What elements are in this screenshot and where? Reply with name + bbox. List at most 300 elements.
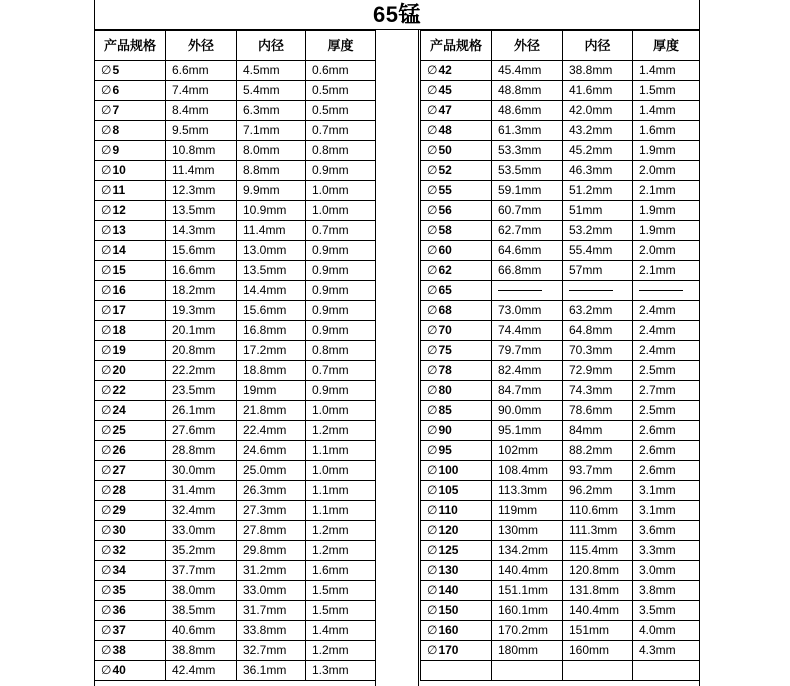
cell-outer-diameter: 42.4mm xyxy=(166,661,237,681)
table-row xyxy=(421,361,700,381)
spec-value: 75 xyxy=(438,343,452,357)
cell-inner-diameter: 33.0mm xyxy=(237,581,306,601)
cell-thickness: 1.9mm xyxy=(633,221,700,241)
cell-outer-diameter xyxy=(492,281,563,301)
cell-thickness: 1.2mm xyxy=(306,421,376,441)
spec-value: 18 xyxy=(112,323,126,337)
spec-value: 27 xyxy=(112,463,126,477)
table-row xyxy=(421,381,700,401)
table-row xyxy=(95,121,376,141)
table-row xyxy=(421,181,700,201)
cell-inner-diameter: 88.2mm xyxy=(563,441,633,461)
spec-value: 120 xyxy=(438,523,459,537)
cell-inner-diameter: 42.0mm xyxy=(563,101,633,121)
cell-spec xyxy=(421,361,492,381)
cell-outer-diameter: 62.7mm xyxy=(492,221,563,241)
cell-inner-diameter: 51mm xyxy=(563,201,633,221)
diameter-symbol: ∅ xyxy=(101,263,112,277)
cell-spec xyxy=(95,561,166,581)
cell-thickness: 2.4mm xyxy=(633,321,700,341)
spec-value: 25 xyxy=(112,423,126,437)
cell-thickness: 3.8mm xyxy=(633,581,700,601)
cell-outer-diameter: 38.5mm xyxy=(166,601,237,621)
spec-value: 32 xyxy=(112,543,126,557)
cell-spec xyxy=(95,361,166,381)
cell-inner-diameter: 26.3mm xyxy=(237,481,306,501)
table-row xyxy=(421,281,700,301)
cell-inner-diameter: 31.7mm xyxy=(237,601,306,621)
spec-value: 130 xyxy=(438,563,459,577)
diameter-symbol: ∅ xyxy=(427,343,438,357)
cell-thickness: 0.9mm xyxy=(306,161,376,181)
cell-outer-diameter: 82.4mm xyxy=(492,361,563,381)
cell-outer-diameter: 59.1mm xyxy=(492,181,563,201)
cell-thickness: 2.5mm xyxy=(633,401,700,421)
spec-value: 6 xyxy=(112,83,120,97)
page-title: 65锰 xyxy=(373,2,421,27)
cell-outer-diameter: 102mm xyxy=(492,441,563,461)
cell-thickness: 2.7mm xyxy=(633,381,700,401)
cell-thickness: 1.4mm xyxy=(306,621,376,641)
cell-spec xyxy=(421,501,492,521)
table-row xyxy=(95,541,376,561)
spec-value: 105 xyxy=(438,483,459,497)
spec-value: 38 xyxy=(112,643,126,657)
dash-line xyxy=(639,290,683,291)
diameter-symbol: ∅ xyxy=(427,283,438,297)
cell-thickness xyxy=(633,281,700,301)
table-row xyxy=(421,81,700,101)
cell-thickness: 0.8mm xyxy=(306,141,376,161)
cell-thickness: 0.7mm xyxy=(306,221,376,241)
cell-thickness: 2.1mm xyxy=(633,181,700,201)
cell-thickness: 3.3mm xyxy=(633,541,700,561)
spec-value: 52 xyxy=(438,163,452,177)
table-row xyxy=(421,301,700,321)
cell-spec xyxy=(95,641,166,661)
diameter-symbol: ∅ xyxy=(427,483,438,497)
diameter-symbol: ∅ xyxy=(101,223,112,237)
cell-spec xyxy=(95,101,166,121)
table-row xyxy=(95,461,376,481)
cell-thickness: 0.9mm xyxy=(306,261,376,281)
table-row xyxy=(95,521,376,541)
table-row xyxy=(421,201,700,221)
spec-value: 85 xyxy=(438,403,452,417)
spec-value: 62 xyxy=(438,263,452,277)
spec-value: 40 xyxy=(112,663,126,677)
cell-inner-diameter: 63.2mm xyxy=(563,301,633,321)
header-outer-diameter: 外径 xyxy=(166,31,237,61)
table-row xyxy=(421,161,700,181)
cell-outer-diameter: 160.1mm xyxy=(492,601,563,621)
cell-outer-diameter: 13.5mm xyxy=(166,201,237,221)
cell-thickness: 0.7mm xyxy=(306,361,376,381)
cell-inner-diameter: 140.4mm xyxy=(563,601,633,621)
header-inner-diameter: 内径 xyxy=(563,31,633,61)
cell-inner-diameter: 19mm xyxy=(237,381,306,401)
diameter-symbol: ∅ xyxy=(427,603,438,617)
cell-outer-diameter: 15.6mm xyxy=(166,241,237,261)
cell-outer-diameter: 26.1mm xyxy=(166,401,237,421)
cell-inner-diameter: 74.3mm xyxy=(563,381,633,401)
cell-thickness: 1.1mm xyxy=(306,481,376,501)
cell-outer-diameter: 151.1mm xyxy=(492,581,563,601)
cell-inner-diameter: 27.3mm xyxy=(237,501,306,521)
cell-outer-diameter: 23.5mm xyxy=(166,381,237,401)
cell-spec xyxy=(95,241,166,261)
spec-value: 9 xyxy=(112,143,120,157)
cell-inner-diameter: 7.1mm xyxy=(237,121,306,141)
cell-spec xyxy=(95,141,166,161)
spec-value: 16 xyxy=(112,283,126,297)
cell-thickness: 3.1mm xyxy=(633,481,700,501)
cell-thickness: 1.0mm xyxy=(306,201,376,221)
diameter-symbol: ∅ xyxy=(101,83,112,97)
table-row xyxy=(421,421,700,441)
cell-thickness: 0.9mm xyxy=(306,321,376,341)
cell-spec xyxy=(95,441,166,461)
cell-thickness: 1.0mm xyxy=(306,181,376,201)
cell-thickness: 1.4mm xyxy=(633,61,700,81)
spec-value: 24 xyxy=(112,403,126,417)
header-spec: 产品规格 xyxy=(95,31,166,61)
cell-outer-diameter: 119mm xyxy=(492,501,563,521)
table-row xyxy=(421,141,700,161)
cell-spec xyxy=(95,161,166,181)
cell-outer-diameter: 61.3mm xyxy=(492,121,563,141)
spec-value: 11 xyxy=(112,183,126,197)
cell-outer-diameter: 74.4mm xyxy=(492,321,563,341)
cell-thickness: 4.0mm xyxy=(633,621,700,641)
cell-inner-diameter: 13.5mm xyxy=(237,261,306,281)
diameter-symbol: ∅ xyxy=(101,663,112,677)
cell-inner-diameter: 25.0mm xyxy=(237,461,306,481)
cell-spec xyxy=(421,621,492,641)
cell-outer-diameter: 66.8mm xyxy=(492,261,563,281)
spec-value: 47 xyxy=(438,103,452,117)
table-row xyxy=(95,481,376,501)
cell-outer-diameter: 60.7mm xyxy=(492,201,563,221)
cell-inner-diameter: 22.4mm xyxy=(237,421,306,441)
spec-value: 78 xyxy=(438,363,452,377)
table-row xyxy=(421,621,700,641)
cell-outer-diameter: 37.7mm xyxy=(166,561,237,581)
table-row xyxy=(95,61,376,81)
cell-thickness: 2.0mm xyxy=(633,161,700,181)
cell-outer-diameter: 33.0mm xyxy=(166,521,237,541)
cell-inner-diameter: 6.3mm xyxy=(237,101,306,121)
cell-inner-diameter: 84mm xyxy=(563,421,633,441)
cell-outer-diameter: 90.0mm xyxy=(492,401,563,421)
cell-outer-diameter: 108.4mm xyxy=(492,461,563,481)
spec-value: 80 xyxy=(438,383,452,397)
diameter-symbol: ∅ xyxy=(427,363,438,377)
spec-value: 29 xyxy=(112,503,126,517)
cell-thickness: 2.4mm xyxy=(633,301,700,321)
table-row xyxy=(421,401,700,421)
diameter-symbol: ∅ xyxy=(101,643,112,657)
table-row xyxy=(95,361,376,381)
cell-thickness: 0.9mm xyxy=(306,281,376,301)
diameter-symbol: ∅ xyxy=(101,363,112,377)
cell-outer-diameter: 38.0mm xyxy=(166,581,237,601)
cell-thickness: 1.9mm xyxy=(633,141,700,161)
table-row xyxy=(95,281,376,301)
cell-outer-diameter: 35.2mm xyxy=(166,541,237,561)
cell-inner-diameter: 72.9mm xyxy=(563,361,633,381)
cell-outer-diameter: 73.0mm xyxy=(492,301,563,321)
cell-outer-diameter: 19.3mm xyxy=(166,301,237,321)
cell-thickness: 1.2mm xyxy=(306,641,376,661)
table-row xyxy=(95,261,376,281)
table-row xyxy=(421,461,700,481)
diameter-symbol: ∅ xyxy=(427,383,438,397)
cell-spec xyxy=(421,321,492,341)
spec-value: 68 xyxy=(438,303,452,317)
cell-spec xyxy=(95,501,166,521)
diameter-symbol: ∅ xyxy=(427,83,438,97)
cell-outer-diameter: 27.6mm xyxy=(166,421,237,441)
diameter-symbol: ∅ xyxy=(101,243,112,257)
spec-value: 19 xyxy=(112,343,126,357)
diameter-symbol: ∅ xyxy=(101,523,112,537)
cell-outer-diameter xyxy=(492,661,563,681)
spec-value: 35 xyxy=(112,583,126,597)
cell-inner-diameter: 33.8mm xyxy=(237,621,306,641)
table-row xyxy=(421,661,700,681)
cell-spec xyxy=(421,121,492,141)
diameter-symbol: ∅ xyxy=(101,563,112,577)
table-row xyxy=(95,341,376,361)
table-row xyxy=(421,121,700,141)
spec-table-left xyxy=(94,30,376,681)
header-outer-diameter: 外径 xyxy=(492,31,563,61)
spec-value: 50 xyxy=(438,143,452,157)
spec-value: 90 xyxy=(438,423,452,437)
cell-outer-diameter: 170.2mm xyxy=(492,621,563,641)
cell-inner-diameter: 24.6mm xyxy=(237,441,306,461)
cell-thickness: 1.0mm xyxy=(306,461,376,481)
table-row xyxy=(421,541,700,561)
diameter-symbol: ∅ xyxy=(427,463,438,477)
table-gap xyxy=(375,30,419,686)
table-row xyxy=(95,421,376,441)
cell-thickness: 0.9mm xyxy=(306,241,376,261)
cell-outer-diameter: 28.8mm xyxy=(166,441,237,461)
cell-spec xyxy=(95,401,166,421)
cell-spec xyxy=(95,301,166,321)
table-row xyxy=(421,61,700,81)
cell-thickness: 1.5mm xyxy=(306,601,376,621)
cell-inner-diameter: 53.2mm xyxy=(563,221,633,241)
cell-spec xyxy=(421,561,492,581)
cell-inner-diameter: 9.9mm xyxy=(237,181,306,201)
cell-spec xyxy=(421,241,492,261)
table-row xyxy=(95,101,376,121)
cell-spec xyxy=(421,81,492,101)
table-row xyxy=(95,621,376,641)
cell-thickness: 3.5mm xyxy=(633,601,700,621)
diameter-symbol: ∅ xyxy=(101,623,112,637)
cell-inner-diameter: 57mm xyxy=(563,261,633,281)
cell-inner-diameter: 27.8mm xyxy=(237,521,306,541)
spec-value: 125 xyxy=(438,543,459,557)
cell-inner-diameter xyxy=(563,281,633,301)
diameter-symbol: ∅ xyxy=(101,603,112,617)
table-row xyxy=(421,641,700,661)
cell-outer-diameter: 84.7mm xyxy=(492,381,563,401)
cell-spec xyxy=(421,601,492,621)
cell-spec xyxy=(95,601,166,621)
cell-spec xyxy=(95,181,166,201)
spec-value: 100 xyxy=(438,463,459,477)
diameter-symbol: ∅ xyxy=(427,503,438,517)
diameter-symbol: ∅ xyxy=(427,523,438,537)
table-row xyxy=(95,561,376,581)
cell-inner-diameter: 110.6mm xyxy=(563,501,633,521)
cell-inner-diameter: 46.3mm xyxy=(563,161,633,181)
diameter-symbol: ∅ xyxy=(101,103,112,117)
cell-spec xyxy=(95,341,166,361)
dash-line xyxy=(498,290,542,291)
cell-thickness: 0.5mm xyxy=(306,81,376,101)
cell-inner-diameter: 43.2mm xyxy=(563,121,633,141)
spec-value: 28 xyxy=(112,483,126,497)
cell-inner-diameter: 78.6mm xyxy=(563,401,633,421)
cell-thickness: 1.2mm xyxy=(306,521,376,541)
table-row xyxy=(95,301,376,321)
cell-inner-diameter: 111.3mm xyxy=(563,521,633,541)
diameter-symbol: ∅ xyxy=(427,223,438,237)
table-row xyxy=(95,501,376,521)
cell-inner-diameter: 41.6mm xyxy=(563,81,633,101)
spec-value: 110 xyxy=(438,503,458,517)
cell-spec xyxy=(421,301,492,321)
spec-value: 7 xyxy=(112,103,120,117)
table-row xyxy=(95,441,376,461)
table-row xyxy=(421,501,700,521)
cell-spec xyxy=(421,581,492,601)
diameter-symbol: ∅ xyxy=(101,583,112,597)
table-row xyxy=(421,581,700,601)
cell-spec xyxy=(421,541,492,561)
cell-spec xyxy=(95,421,166,441)
table-row xyxy=(95,381,376,401)
spec-value: 42 xyxy=(438,63,452,77)
cell-inner-diameter: 38.8mm xyxy=(563,61,633,81)
cell-thickness: 1.0mm xyxy=(306,401,376,421)
cell-inner-diameter: 151mm xyxy=(563,621,633,641)
diameter-symbol: ∅ xyxy=(427,623,438,637)
diameter-symbol: ∅ xyxy=(101,343,112,357)
cell-spec xyxy=(421,421,492,441)
cell-thickness: 3.0mm xyxy=(633,561,700,581)
spec-value: 36 xyxy=(112,603,126,617)
spec-value: 70 xyxy=(438,323,452,337)
cell-thickness: 1.6mm xyxy=(633,121,700,141)
cell-spec xyxy=(421,141,492,161)
diameter-symbol: ∅ xyxy=(101,283,112,297)
cell-thickness xyxy=(633,661,700,681)
spec-value: 5 xyxy=(112,63,120,77)
cell-outer-diameter: 18.2mm xyxy=(166,281,237,301)
cell-spec xyxy=(421,61,492,81)
diameter-symbol: ∅ xyxy=(101,443,112,457)
cell-outer-diameter: 53.5mm xyxy=(492,161,563,181)
spec-value: 22 xyxy=(112,383,126,397)
diameter-symbol: ∅ xyxy=(427,423,438,437)
cell-spec xyxy=(95,281,166,301)
cell-inner-diameter: 32.7mm xyxy=(237,641,306,661)
spec-value: 34 xyxy=(112,563,126,577)
cell-outer-diameter: 48.6mm xyxy=(492,101,563,121)
header-thickness: 厚度 xyxy=(306,31,376,61)
cell-spec xyxy=(421,101,492,121)
cell-spec xyxy=(95,661,166,681)
spec-value: 160 xyxy=(438,623,459,637)
cell-spec xyxy=(95,521,166,541)
cell-thickness: 4.3mm xyxy=(633,641,700,661)
cell-inner-diameter: 18.8mm xyxy=(237,361,306,381)
spec-value: 55 xyxy=(438,183,452,197)
diameter-symbol: ∅ xyxy=(101,303,112,317)
cell-thickness: 2.6mm xyxy=(633,421,700,441)
cell-outer-diameter: 140.4mm xyxy=(492,561,563,581)
cell-inner-diameter: 15.6mm xyxy=(237,301,306,321)
cell-spec xyxy=(95,221,166,241)
cell-inner-diameter: 70.3mm xyxy=(563,341,633,361)
cell-thickness: 2.4mm xyxy=(633,341,700,361)
cell-inner-diameter: 14.4mm xyxy=(237,281,306,301)
diameter-symbol: ∅ xyxy=(427,203,438,217)
cell-thickness: 1.5mm xyxy=(633,81,700,101)
cell-thickness: 0.6mm xyxy=(306,61,376,81)
diameter-symbol: ∅ xyxy=(427,583,438,597)
table-header-row xyxy=(95,31,376,61)
cell-inner-diameter: 55.4mm xyxy=(563,241,633,261)
cell-spec xyxy=(95,61,166,81)
cell-spec xyxy=(95,261,166,281)
table-row xyxy=(421,241,700,261)
table-row xyxy=(95,241,376,261)
cell-inner-diameter: 160mm xyxy=(563,641,633,661)
title-row xyxy=(94,0,700,30)
spec-value: 170 xyxy=(438,643,459,657)
cell-inner-diameter: 17.2mm xyxy=(237,341,306,361)
cell-spec xyxy=(421,261,492,281)
diameter-symbol: ∅ xyxy=(427,563,438,577)
table-row xyxy=(95,161,376,181)
diameter-symbol: ∅ xyxy=(427,323,438,337)
cell-spec xyxy=(421,401,492,421)
diameter-symbol: ∅ xyxy=(101,483,112,497)
cell-thickness: 1.5mm xyxy=(306,581,376,601)
diameter-symbol: ∅ xyxy=(427,263,438,277)
diameter-symbol: ∅ xyxy=(101,63,112,77)
cell-outer-diameter: 38.8mm xyxy=(166,641,237,661)
cell-thickness: 1.1mm xyxy=(306,501,376,521)
spec-value: 30 xyxy=(112,523,126,537)
cell-inner-diameter: 51.2mm xyxy=(563,181,633,201)
diameter-symbol: ∅ xyxy=(427,403,438,417)
cell-inner-diameter: 8.8mm xyxy=(237,161,306,181)
table-row xyxy=(421,221,700,241)
cell-spec xyxy=(421,381,492,401)
spec-value: 56 xyxy=(438,203,452,217)
cell-outer-diameter: 12.3mm xyxy=(166,181,237,201)
cell-inner-diameter: 115.4mm xyxy=(563,541,633,561)
